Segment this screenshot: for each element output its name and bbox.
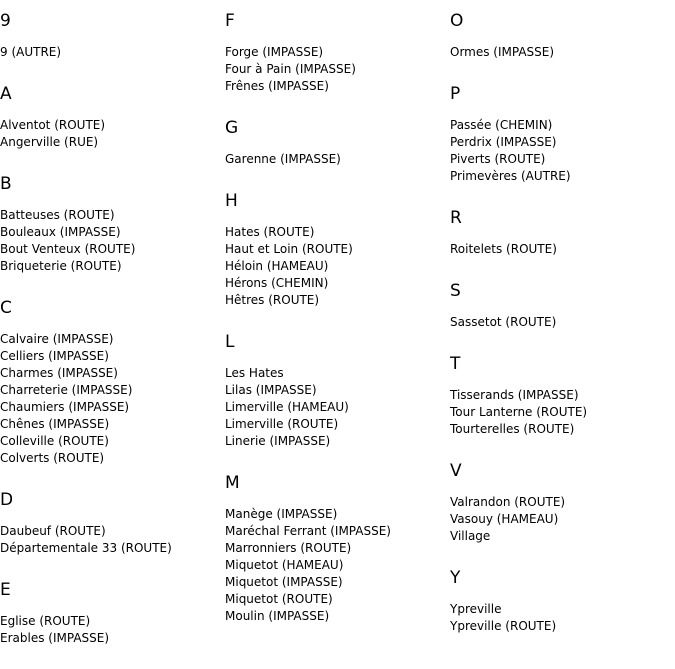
letter-heading: G xyxy=(225,118,239,138)
street-link[interactable]: Hates (ROUTE) xyxy=(225,225,315,239)
letter-group xyxy=(0,489,222,557)
street-link[interactable]: Batteuses (ROUTE) xyxy=(0,208,115,222)
street-link[interactable]: Bout Venteux (ROUTE) xyxy=(0,242,136,256)
street-link[interactable]: Linerie (IMPASSE) xyxy=(225,434,331,448)
letter-heading: 9 xyxy=(0,11,11,31)
letter-heading: O xyxy=(450,11,464,31)
street-link[interactable]: Angerville (RUE) xyxy=(0,135,99,149)
street-link[interactable]: Manège (IMPASSE) xyxy=(225,507,338,521)
street-link[interactable]: Primevères (AUTRE) xyxy=(450,169,571,183)
street-link[interactable]: Chênes (IMPASSE) xyxy=(0,417,110,431)
letter-group xyxy=(0,83,222,151)
letter-heading: D xyxy=(0,490,14,510)
letter-heading: M xyxy=(225,473,240,493)
street-link[interactable]: Miquetot (HAMEAU) xyxy=(225,558,344,572)
letter-group xyxy=(225,117,447,168)
letter-group xyxy=(0,10,222,61)
street-link[interactable]: Calvaire (IMPASSE) xyxy=(0,332,114,346)
street-link[interactable]: Lilas (IMPASSE) xyxy=(225,383,317,397)
letter-heading: V xyxy=(450,461,462,481)
street-link[interactable]: Tisserands (IMPASSE) xyxy=(450,388,579,402)
letter-heading: R xyxy=(450,208,462,228)
letter-heading: B xyxy=(0,174,12,194)
street-index-column-2 xyxy=(225,10,447,647)
letter-heading: P xyxy=(450,84,461,104)
street-link[interactable]: Ormes (IMPASSE) xyxy=(450,45,555,59)
street-link[interactable]: Marronniers (ROUTE) xyxy=(225,541,352,555)
street-link[interactable]: Briqueterie (ROUTE) xyxy=(0,259,122,273)
street-link[interactable]: Bouleaux (IMPASSE) xyxy=(0,225,121,239)
letter-group xyxy=(0,297,222,467)
letter-heading: E xyxy=(0,580,11,600)
letter-group xyxy=(225,331,447,450)
street-link[interactable]: Départementale 33 (ROUTE) xyxy=(0,541,172,555)
letter-heading: A xyxy=(0,84,12,104)
street-link[interactable]: Eglise (ROUTE) xyxy=(0,614,91,628)
street-link[interactable]: Alventot (ROUTE) xyxy=(0,118,106,132)
street-link[interactable]: Charmes (IMPASSE) xyxy=(0,366,118,380)
letter-heading: F xyxy=(225,11,235,31)
street-link[interactable]: Tour Lanterne (ROUTE) xyxy=(450,405,588,419)
street-link[interactable]: Hêtres (ROUTE) xyxy=(225,293,320,307)
letter-group xyxy=(225,472,447,625)
letter-heading: C xyxy=(0,298,12,318)
street-index-column-1 xyxy=(0,10,222,669)
street-link[interactable]: Maréchal Ferrant (IMPASSE) xyxy=(225,524,391,538)
street-link[interactable]: Les Hates xyxy=(225,366,284,380)
street-link[interactable]: Perdrix (IMPASSE) xyxy=(450,135,557,149)
letter-group xyxy=(450,10,672,61)
street-link[interactable]: Limerville (ROUTE) xyxy=(225,417,339,431)
street-link[interactable]: Frênes (IMPASSE) xyxy=(225,79,329,93)
letter-group xyxy=(450,83,672,185)
letter-group xyxy=(225,10,447,95)
street-index-column-3 xyxy=(450,10,672,657)
letter-heading: L xyxy=(225,332,235,352)
street-link[interactable]: Colleville (ROUTE) xyxy=(0,434,109,448)
street-link[interactable]: Forge (IMPASSE) xyxy=(225,45,324,59)
street-link[interactable]: Piverts (ROUTE) xyxy=(450,152,546,166)
letter-heading: Y xyxy=(450,568,461,588)
street-link[interactable]: Chaumiers (IMPASSE) xyxy=(0,400,130,414)
street-link[interactable]: Hérons (CHEMIN) xyxy=(225,276,329,290)
street-link[interactable]: Village xyxy=(450,529,491,543)
street-link[interactable]: Roitelets (ROUTE) xyxy=(450,242,557,256)
street-link[interactable]: 9 (AUTRE) xyxy=(0,45,62,59)
letter-group xyxy=(225,190,447,309)
street-link[interactable]: Héloin (HAMEAU) xyxy=(225,259,329,273)
street-link[interactable]: Tourterelles (ROUTE) xyxy=(450,422,575,436)
letter-heading: T xyxy=(450,354,461,374)
street-link[interactable]: Miquetot (ROUTE) xyxy=(225,592,333,606)
street-link[interactable]: Miquetot (IMPASSE) xyxy=(225,575,343,589)
letter-group xyxy=(450,567,672,635)
letter-group xyxy=(450,207,672,258)
letter-group xyxy=(450,280,672,331)
street-link[interactable]: Valrandon (ROUTE) xyxy=(450,495,566,509)
street-link[interactable]: Daubeuf (ROUTE) xyxy=(0,524,106,538)
street-link[interactable]: Ypreville (ROUTE) xyxy=(450,619,557,633)
street-link[interactable]: Erables (IMPASSE) xyxy=(0,631,110,645)
letter-heading: S xyxy=(450,281,461,301)
street-link[interactable]: Four à Pain (IMPASSE) xyxy=(225,62,356,76)
street-link[interactable]: Limerville (HAMEAU) xyxy=(225,400,349,414)
street-link[interactable]: Sassetot (ROUTE) xyxy=(450,315,557,329)
street-link[interactable]: Passée (CHEMIN) xyxy=(450,118,553,132)
letter-group xyxy=(0,173,222,275)
street-link[interactable]: Moulin (IMPASSE) xyxy=(225,609,330,623)
letter-group xyxy=(0,579,222,647)
letter-heading: H xyxy=(225,191,238,211)
street-link[interactable]: Charreterie (IMPASSE) xyxy=(0,383,133,397)
street-link[interactable]: Haut et Loin (ROUTE) xyxy=(225,242,353,256)
street-link[interactable]: Garenne (IMPASSE) xyxy=(225,152,341,166)
street-link[interactable]: Celliers (IMPASSE) xyxy=(0,349,109,363)
letter-group xyxy=(450,460,672,545)
letter-group xyxy=(450,353,672,438)
street-link[interactable]: Vasouy (HAMEAU) xyxy=(450,512,559,526)
street-link[interactable]: Colverts (ROUTE) xyxy=(0,451,105,465)
street-link[interactable]: Ypreville xyxy=(450,602,502,616)
